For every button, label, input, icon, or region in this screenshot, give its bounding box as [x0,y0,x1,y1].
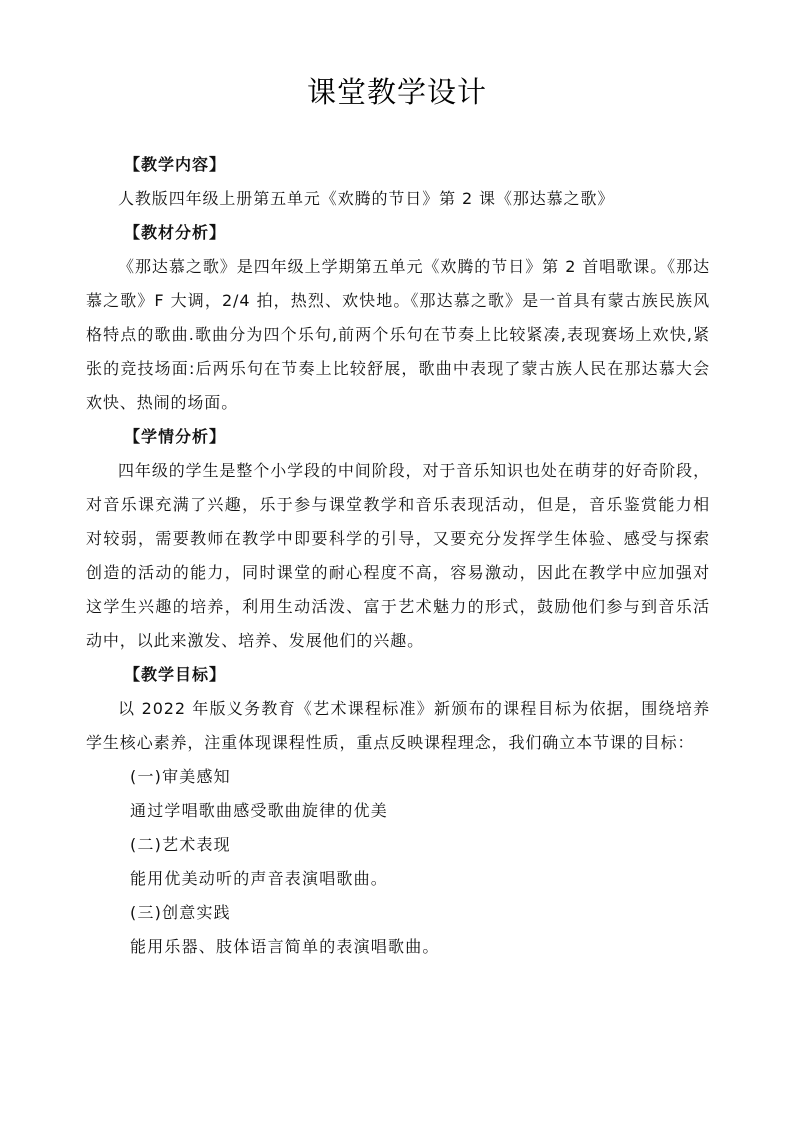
document-body [86,148,710,964]
section-heading-teaching-goals: 【教学目标】 [124,665,227,684]
goal-text-artistic: 能用优美动听的声音表演唱歌曲。 [130,869,389,888]
student-analysis-text: 四年级的学生是整个小学段的中间阶段，对于音乐知识也处在萌芽的好奇阶段，对音乐课充满了兴趣，乐于参与课堂教学和音乐表现活动，但是，音乐鉴赏能力相对较弱，需要教师在教学中即要科学的引导，又要充分发挥学生体验、感受与探索创造的活动的能力，同时课堂的耐心程度不高，容易激动，因此在教学中应加强对这学生兴趣的培养，利用生动活泼、富于艺术魅力的形式，鼓励他们参与到音乐活动中，以此来激发、培养、发展他们的兴趣。 [86,461,710,650]
section-heading-material-analysis: 【教材分析】 [124,223,227,242]
goal-label-creative: (三)创意实践 [130,903,231,922]
teaching-content-text: 人教版四年级上册第五单元《欢腾的节日》第 2 课《那达慕之歌》 [118,189,615,208]
goal-label-aesthetic: (一)审美感知 [130,767,231,786]
goal-text-aesthetic: 通过学唱歌曲感受歌曲旋律的优美 [130,801,389,820]
goal-text-creative: 能用乐器、肢体语言简单的表演唱歌曲。 [130,937,440,956]
page-title: 课堂教学设计 [306,75,487,109]
section-heading-teaching-content: 【教学内容】 [124,155,227,174]
teaching-goals-text: 以 2022 年版义务教育《艺术课程标准》新颁布的课程目标为依据，围绕培养学生核心素养，注重体现课程性质，重点反映课程理念，我们确立本节课的目标： [86,699,710,752]
material-analysis-text: 《那达慕之歌》是四年级上学期第五单元《欢腾的节日》第 2 首唱歌课。《那达慕之歌》F 大调，2/4 拍，热烈、欢快地。《那达慕之歌》是一首具有蒙古族民族风格特点的歌曲.歌曲分为四个乐句,前两个乐句在节奏上比较紧凑,表现赛场上欢快,紧张的竞技场面:后两乐句在节奏上比较舒展，歌曲中表现了蒙古族人民在那达慕大会欢快、热闹的场面。 [86,257,710,412]
section-heading-student-analysis: 【学情分析】 [124,427,227,446]
goal-label-artistic: (二)艺术表现 [130,835,231,854]
